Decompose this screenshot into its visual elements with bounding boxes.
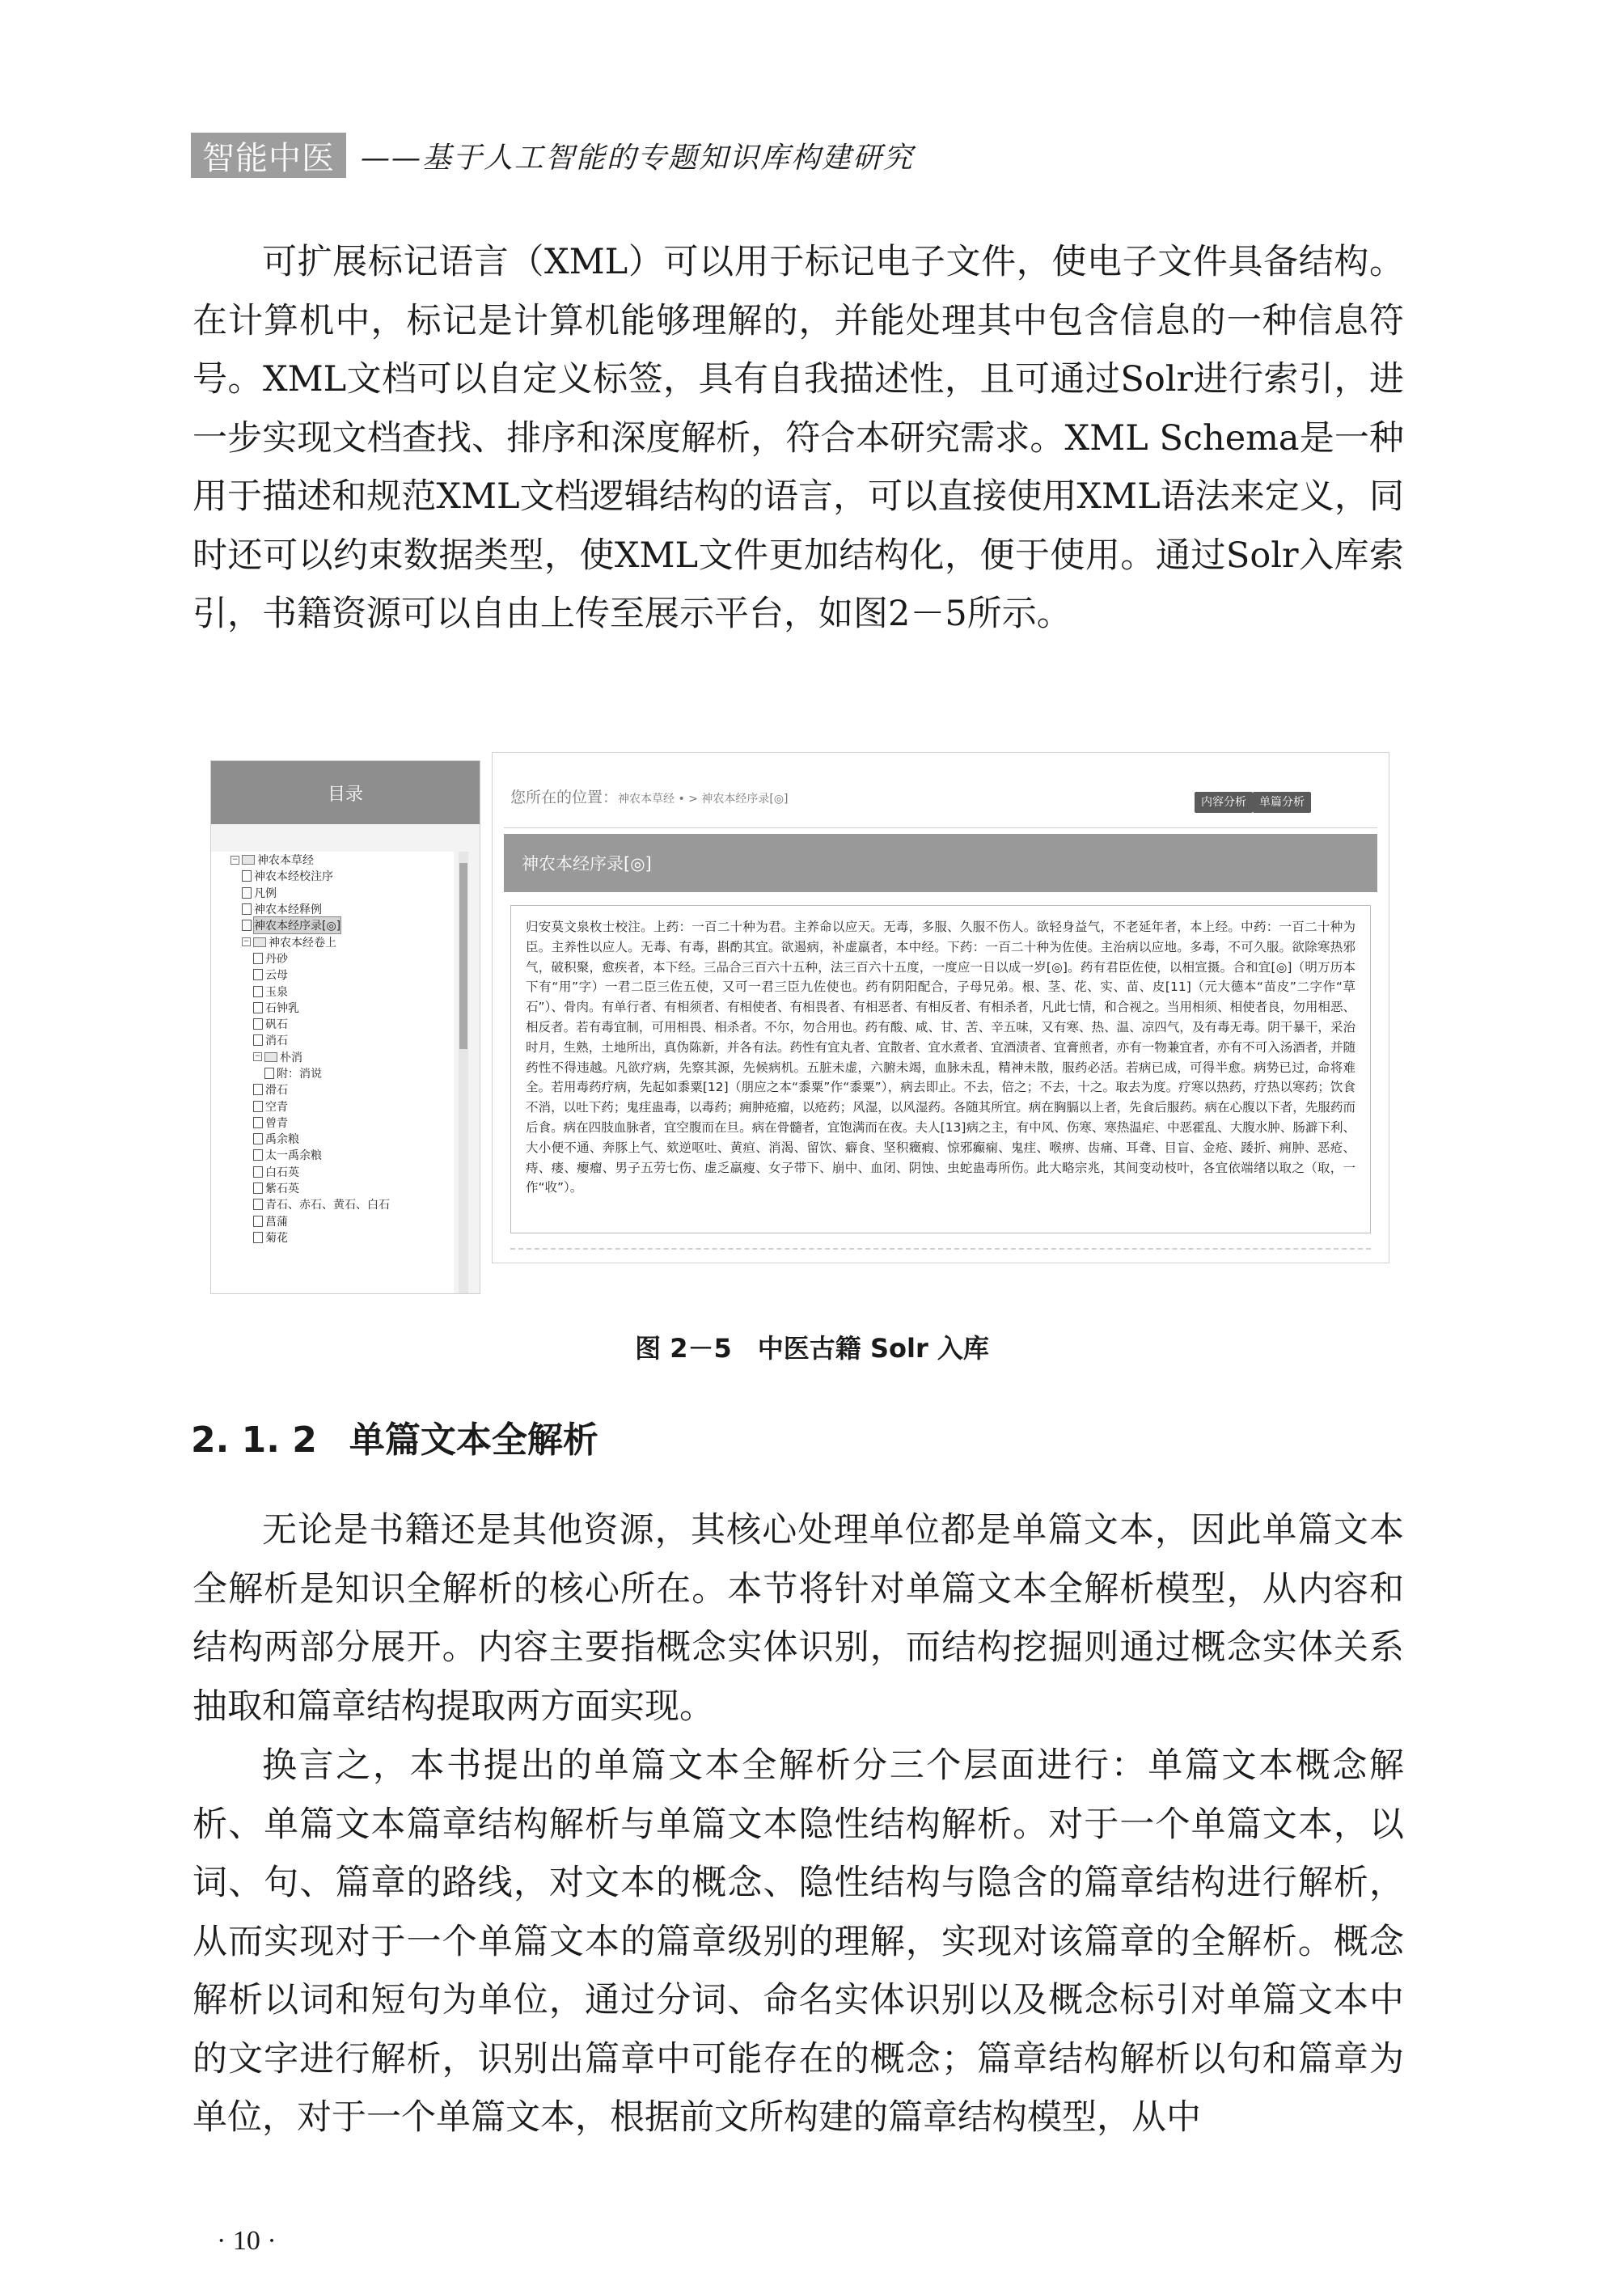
document-icon [253,1182,263,1194]
tree-item[interactable] [211,967,454,983]
toc-scrollbar[interactable] [459,852,468,1293]
tree-item[interactable] [211,933,454,950]
body-text: 归安莫文泉枚士校注。上药：一百二十种为君。主养命以应天。无毒，多服、久服不伤人。欲轻身益气，不老延年者，本上经。中药：一百二十种为臣。主养性以应人。无毒、有毒，斟酌其宜。欲遏病，补虚羸者，本中经。下药：一百二十种为佐使。主治病以应地。多毒，不可久服。欲除寒热邪气，破积聚，愈疾者，本下经。三品合三百六十五种，法三百六十五度，一度应一日以成一岁[◎]。药有君臣佐使，以相宣摄。合和宜[◎]（明万历本下有“用”字）一君二臣三佐五使，又可一君三臣九佐使也。药有阴阳配合，子母兄弟。根、茎、花、实、苗、皮[11]（元大德本“苗皮”二字作“草石”）、骨肉。有单行者、有相须者、有相使者、有相畏者、有相恶者、有相反者、有相杀者，凡此七情，和合视之。当用相须、相使者良，勿用相恶、相反者。若有毒宜制，可用相畏、相杀者。不尔，勿合用也。药有酸、咸、甘、苦、辛五味，又有寒、热、温、凉四气，及有毒无毒。阴干暴干，采治时月，生熟，土地所出，真伪陈新，并各有法。药性有宜丸者、宜散者、宜水煮者、宜酒渍者、宜膏煎者，亦有一物兼宜者，亦有不可入汤酒者，并随药性不得违越。凡欲疗病，先察其源，先候病机。五脏未虚，六腑未竭，血脉未乱，精神未散，服药必活。若病已成，可得半愈。病势已过，命将难全。若用毒药疗病，先起如黍粟[12]（朋应之本“黍粟”作“黍粟”），病去即止。不去，倍之；不去，十之。取去为度。疗寒以热药，疗热以寒药；饮食不消，以吐下药；鬼疰蛊毒，以毒药；痈肿疮瘤，以疮药；风湿，以风湿药。各随其所宜。病在胸膈以上者，先食后服药。病在心腹以下者，先服药而后食。病在四肢血脉者，宜空腹而在旦。病在骨髓者，宜饱满而在夜。夫人[13]病之主，有中风、伤寒、寒热温疟、中恶霍乱、大腹水肿、肠澼下利、大小便不通、奔豚上气、欬逆呕吐、黄疸、消渴、留饮、癖食、坚积癥瘕、惊邪癫痫、鬼疰、喉痹、齿痛、耳聋、目盲、金疮、踒折、痈肿、恶疮、痔、瘘、瘿瘤、男子五劳七伤、虚乏羸瘦、女子带下、崩中、血闭、阴蚀、虫蛇蛊毒所伤。此大略宗兆，其间变动枝叶，各宜依端绪以取之（取，一作“收”）。 [526,920,1355,1195]
document-icon [253,1232,263,1243]
header-badge: 智能中医 [191,133,346,178]
tree-item[interactable] [211,1196,454,1212]
tree-item[interactable] [211,1229,454,1246]
tree-item[interactable] [211,1065,454,1081]
tree-item-label: 菊花 [265,1231,288,1245]
tree-item[interactable] [211,1164,454,1180]
document-icon [242,870,252,882]
paragraph-xml: 可扩展标记语言（XML）可以用于标记电子文件，使电子文件具备结构。在计算机中，标记是计算机能够理解的，并能处理其中包含信息的一种信息符号。XML文档可以自定义标签，具有自我描述性，且可通过Solr进行索引，进一步实现文档查找、排序和深度解析，符合本研究需求。XML Schema是一种用于描述和规范XML文档逻辑结构的语言，可以直接使用XML语法来定义，同时还可以约束数据类型，使XML文件更加结构化，便于使用。通过Solr入库索引，书籍资源可以自由上传至展示平台，如图2－5所示。 [192,242,1404,634]
document-icon [242,887,252,899]
figure-caption: 图 2－5 中医古籍 Solr 入库 [635,1333,989,1364]
breadcrumb-label: 您所在的位置： [510,789,619,806]
tree-item[interactable] [211,852,454,868]
document-icon [253,1133,263,1144]
document-icon [242,903,252,915]
paragraph-levels: 换言之，本书提出的单篇文本全解析分三个层面进行：单篇文本概念解析、单篇文本篇章结构解析与单篇文本隐性结构解析。对于一个单篇文本，以词、句、篇章的路线，对文本的概念、隐性结构与隐含的篇章结构进行解析，从而实现对于一个单篇文本的篇章级别的理解，实现对该篇章的全解析。概念解析以词和短句为单位，通过分词、命名实体识别以及概念标引对单篇文本中的文字进行解析，识别出篇章中可能存在的概念；篇章结构解析以句和篇章为单位，对于一个单篇文本，根据前文所构建的篇章结构模型，从中 [192,1745,1404,2138]
tree-item-label: 矾石 [265,1018,288,1032]
toc-title: 目录 [211,761,480,824]
tree-item[interactable] [211,1000,454,1016]
document-icon [264,1068,274,1079]
folder-icon [264,1052,277,1062]
single-analysis-button[interactable]: 单篇分析 [1253,792,1311,813]
document-icon [253,1084,263,1095]
tree-item[interactable] [211,1213,454,1229]
document-icon [253,953,263,964]
tree-item[interactable] [211,1115,454,1131]
header-title: ——基于人工智能的专题知识库构建研究 [361,141,915,175]
tree-item-label: 消石 [265,1034,288,1048]
tree-item[interactable] [211,885,454,901]
tree-item[interactable] [211,1081,454,1098]
document-icon [253,1101,263,1112]
breadcrumb-path[interactable]: 神农本草经 • > 神农本经序录[◎] [618,793,789,806]
tree-item-label: 附：消说 [277,1068,322,1081]
tree-item-label: 神农本草经 [257,854,314,868]
document-icon [253,1018,263,1030]
tree-item[interactable] [211,1147,454,1163]
document-icon [253,1117,263,1128]
tree-item[interactable] [211,983,454,999]
tree-item[interactable] [211,1016,454,1032]
content-panel [492,752,1389,1263]
tree-item-label: 滑石 [265,1084,288,1098]
page-number: · 10 · [217,2226,277,2256]
tree-item[interactable] [211,901,454,917]
document-icon [253,1149,263,1161]
section-title-bar: 神农本经序录[◎] [504,834,1377,892]
document-icon [253,986,263,997]
tree-item-label: 白石英 [265,1166,299,1179]
tree-item-label: 丹砂 [265,952,288,966]
tree-item[interactable] [211,1131,454,1147]
tree-item-label: 紫石英 [265,1182,299,1196]
tree-item-label: 曾青 [265,1116,288,1130]
tree-item-label: 朴消 [280,1051,302,1064]
paragraph-intro: 无论是书籍还是其他资源，其核心处理单位都是单篇文本，因此单篇文本全解析是知识全解析的核心所在。本节将针对单篇文本全解析模型，从内容和结构两部分展开。内容主要指概念实体识别，而结构挖掘则通过概念实体关系抽取和篇章结构提取两方面实现。 [192,1510,1404,1727]
tree-item[interactable] [211,868,454,884]
section-title: 单篇文本全解析 [349,1419,598,1461]
tree-item-label: 神农本经卷上 [269,936,336,950]
tree-item[interactable] [211,950,454,967]
tree-item-label: 菖蒲 [265,1215,288,1229]
collapse-toggle-icon[interactable]: − [243,937,250,946]
tree-item-label: 神农本经释例 [254,903,322,917]
running-header [191,133,914,178]
toc-panel [210,760,480,1294]
tree-item-label: 神农本经序录[◎] [254,917,340,933]
divider [504,827,1377,828]
collapse-toggle-icon[interactable]: − [254,1052,261,1061]
tree-item-label: 空青 [265,1100,288,1114]
document-icon [253,1166,263,1178]
collapse-toggle-icon[interactable]: − [231,855,239,864]
tree-item-label: 青石、赤石、黄石、白石 [265,1199,390,1212]
toc-tree [211,852,454,1293]
tree-item[interactable] [211,1180,454,1196]
dashed-divider [510,1248,1371,1250]
tree-item-label: 云母 [265,969,288,983]
document-icon [253,1002,263,1013]
tree-item-label: 太一禹余粮 [265,1149,322,1163]
figure-solr-screenshot [210,752,1391,1292]
document-icon [253,1034,263,1046]
document-icon [253,969,263,980]
text-body-box [510,905,1371,1233]
document-icon [253,1216,263,1227]
folder-icon [253,937,266,947]
tree-item-label: 玉泉 [265,985,288,999]
folder-icon [242,855,255,865]
content-analysis-button[interactable]: 内容分析 [1195,792,1253,813]
tree-item[interactable] [211,1098,454,1114]
section-number: 2. 1. 2 [191,1419,317,1461]
tree-item-label: 禹余粮 [265,1133,299,1147]
tree-item-label: 凡例 [254,886,277,900]
tree-item-label: 石钟乳 [265,1001,299,1015]
document-icon [253,1199,263,1210]
tree-item[interactable] [211,1032,454,1048]
tree-item-label: 神农本经校注序 [254,870,333,884]
section-heading [191,1411,598,1462]
document-icon [242,920,252,931]
tree-item[interactable] [211,1049,454,1065]
tree-item[interactable] [211,917,454,933]
breadcrumb [510,785,789,807]
toc-scrollbar-thumb[interactable] [459,863,467,1049]
